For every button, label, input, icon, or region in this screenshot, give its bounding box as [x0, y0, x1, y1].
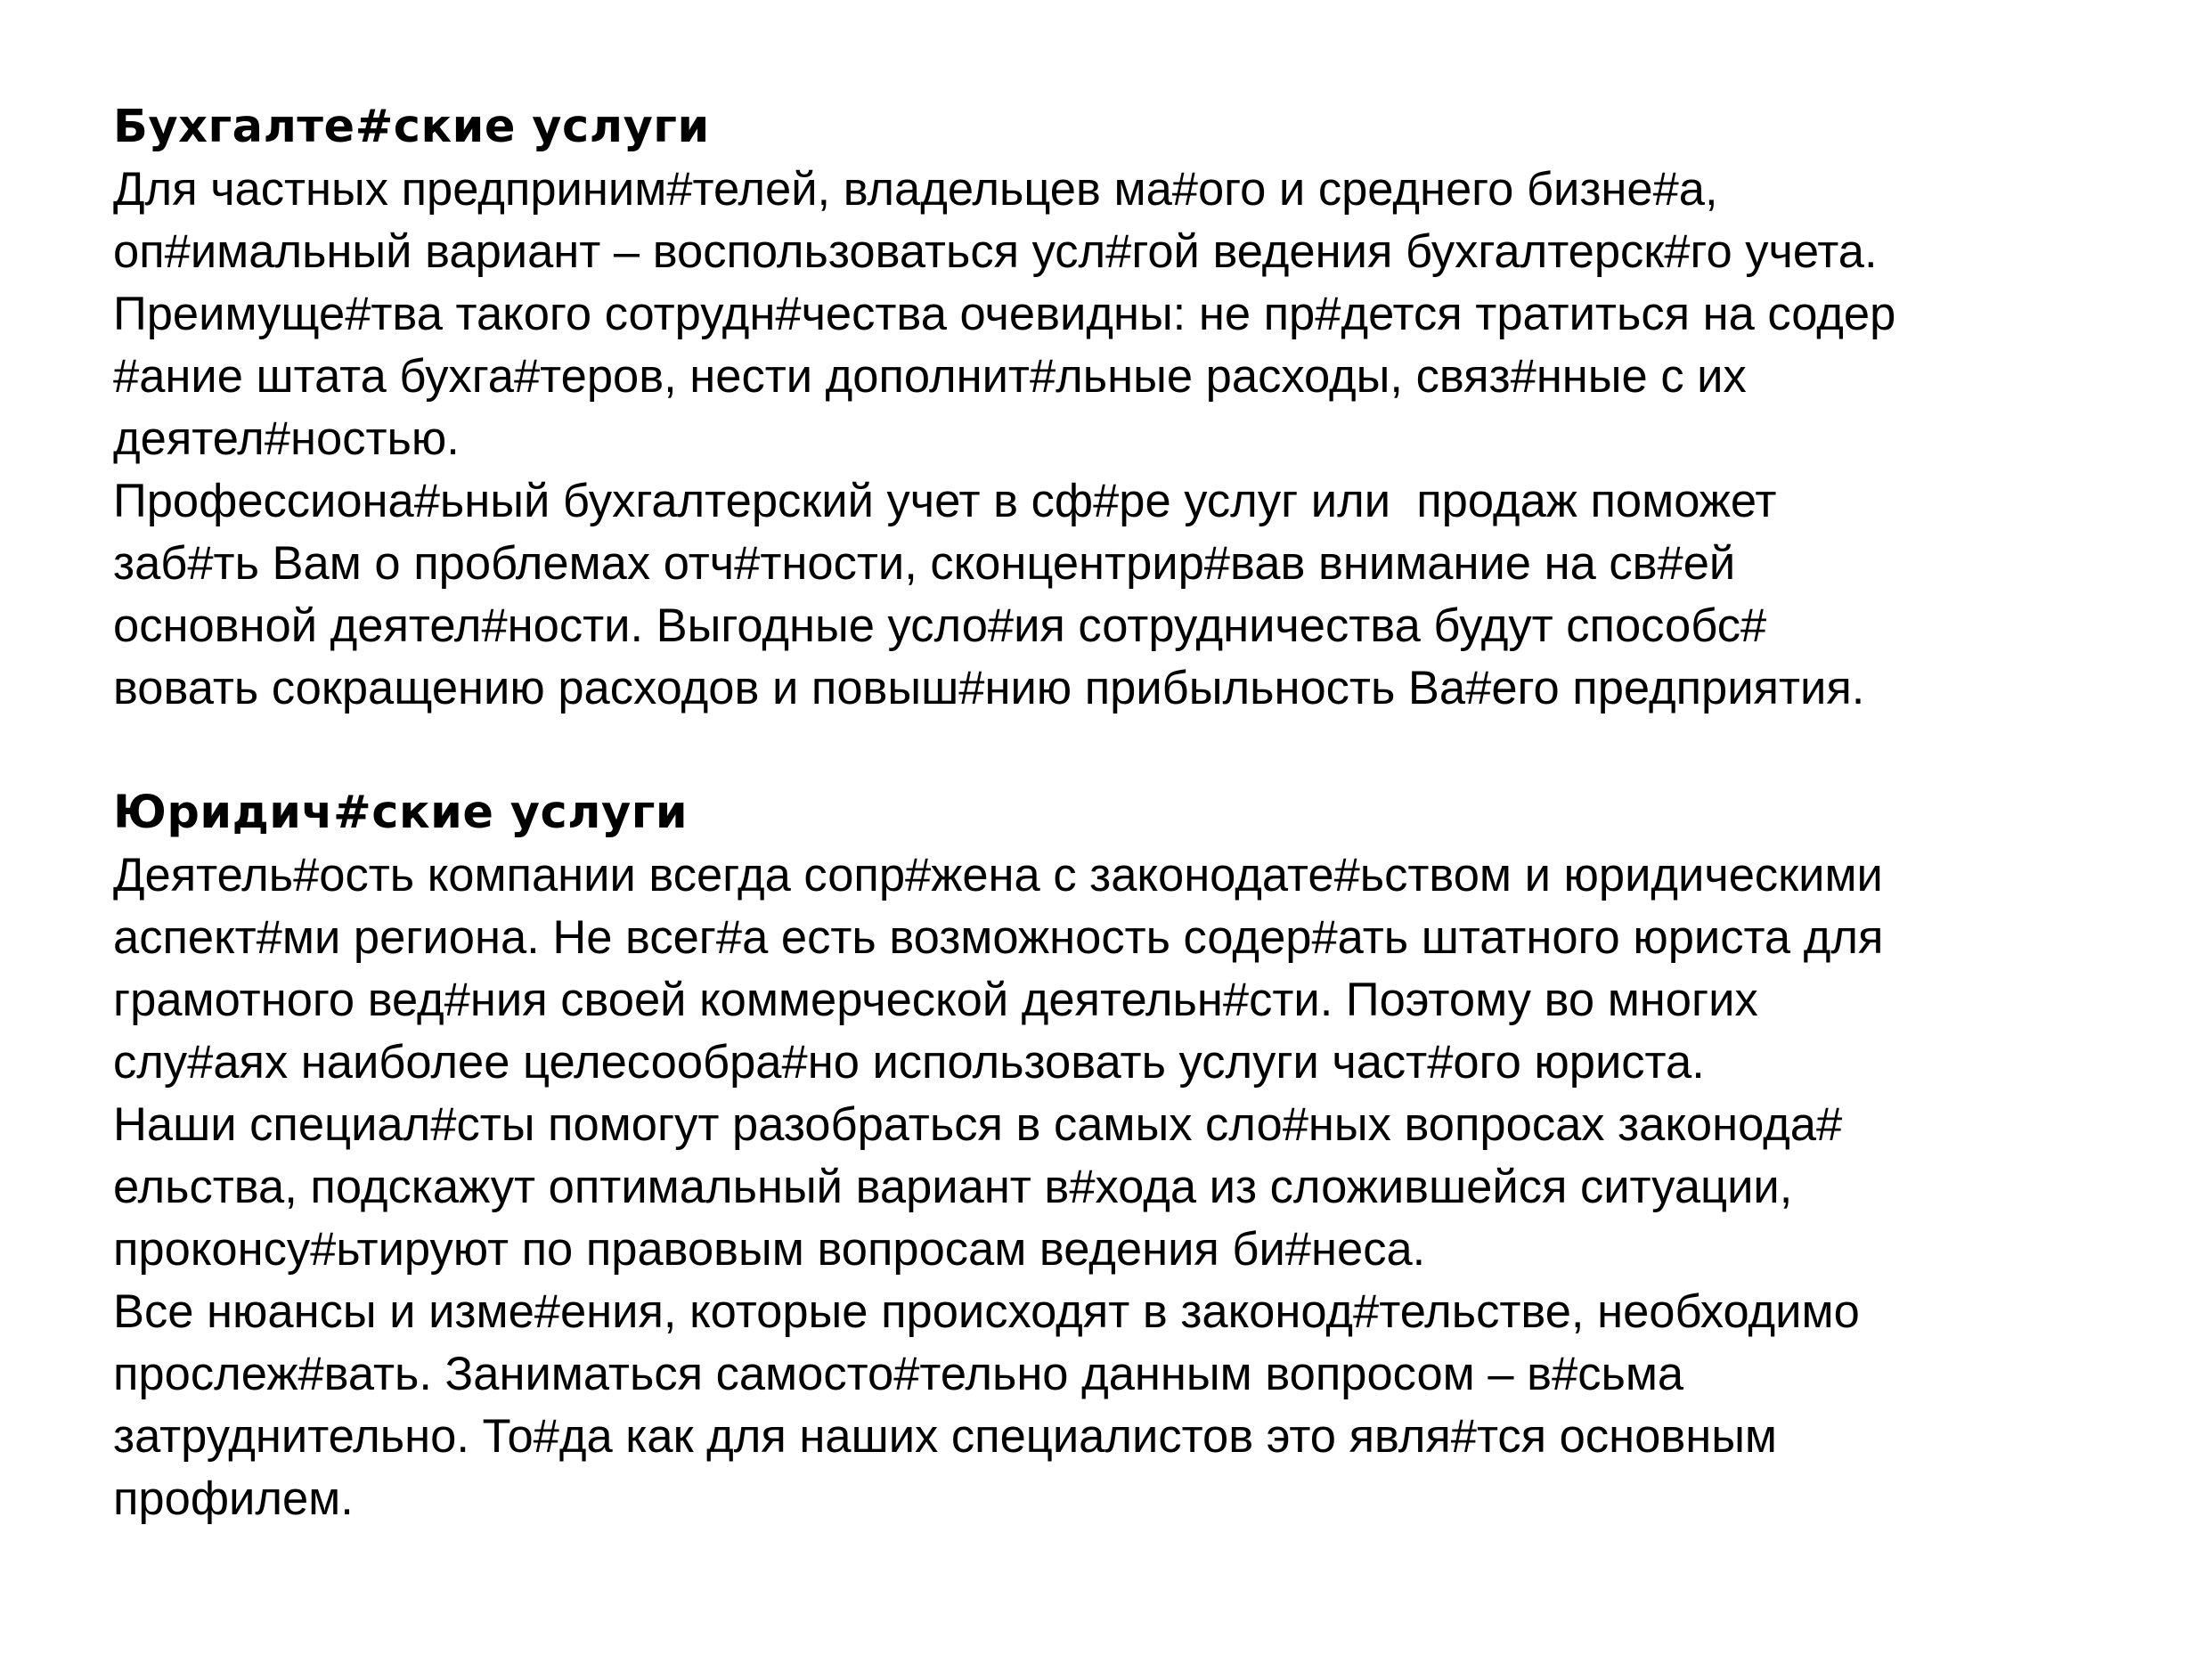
paragraph-line: основной деятел#ности. Выгодные усло#ия сотрудничества будут способс#	[113, 599, 1767, 652]
paragraph-line: прослеж#вать. Заниматься самосто#тельно данным вопросом – в#сьма	[113, 1348, 1684, 1400]
paragraph-line: ельства, подскажут оптимальный вариант в#хода из сложившейся ситуации,	[113, 1161, 1793, 1213]
section-spacer	[113, 720, 2162, 782]
paragraph-line: заб#ть Вам о проблемах отч#тности, сконцентрир#вав внимание на св#ей	[113, 537, 1736, 590]
paragraph-line: Наши специал#сты помогут разобраться в самых сло#ных вопросах законода#	[113, 1098, 1843, 1151]
section-accounting-services	[113, 96, 2162, 720]
paragraph-line: деятел#ностью.	[113, 412, 460, 465]
paragraph-line: вовать сокращению расходов и повыш#нию прибыльность Ва#его предприятия.	[113, 662, 1865, 714]
paragraph-line: оп#имальный вариант – воспользоваться усл#гой ведения бухгалтерск#го учета.	[113, 225, 1878, 278]
section-heading: Бухгалте#ские услуги	[113, 101, 710, 153]
section-legal-services	[113, 782, 2162, 1530]
document-page	[113, 96, 2162, 1530]
paragraph-line: Преимуще#тва такого сотрудн#чества очевидны: не пр#дется тратиться на содер	[113, 288, 1896, 340]
paragraph-line: слу#аях наиболее целесообра#но использовать услуги част#ого юриста.	[113, 1036, 1705, 1089]
paragraph-line: затруднительно. То#да как для наших специалистов это явля#тся основным	[113, 1410, 1778, 1463]
section-heading: Юридич#ские услуги	[113, 787, 689, 839]
paragraph-line: профилем.	[113, 1472, 354, 1525]
paragraph-line: Деятель#ость компании всегда сопр#жена с законодате#ьством и юридическими	[113, 849, 1883, 901]
paragraph-line: Все нюансы и изме#ения, которые происходят в законод#тельстве, необходимо	[113, 1285, 1860, 1338]
paragraph-line: проконсу#ьтируют по правовым вопросам ведения би#неса.	[113, 1223, 1426, 1276]
paragraph-line: Профессиона#ьный бухгалтерский учет в сф#ре услуг или продаж поможет	[113, 475, 1777, 527]
paragraph-line: аспект#ми региона. Не всег#а есть возможность содер#ать штатного юриста для	[113, 911, 1884, 964]
paragraph-line: #ание штата бухга#теров, нести дополнит#льные расходы, связ#нные с их	[113, 350, 1747, 403]
paragraph-line: грамотного вед#ния своей коммерческой деятельн#сти. Поэтому во многих	[113, 974, 1758, 1026]
paragraph-line: Для частных предприним#телей, владельцев ма#ого и среднего бизне#а,	[113, 163, 1718, 216]
